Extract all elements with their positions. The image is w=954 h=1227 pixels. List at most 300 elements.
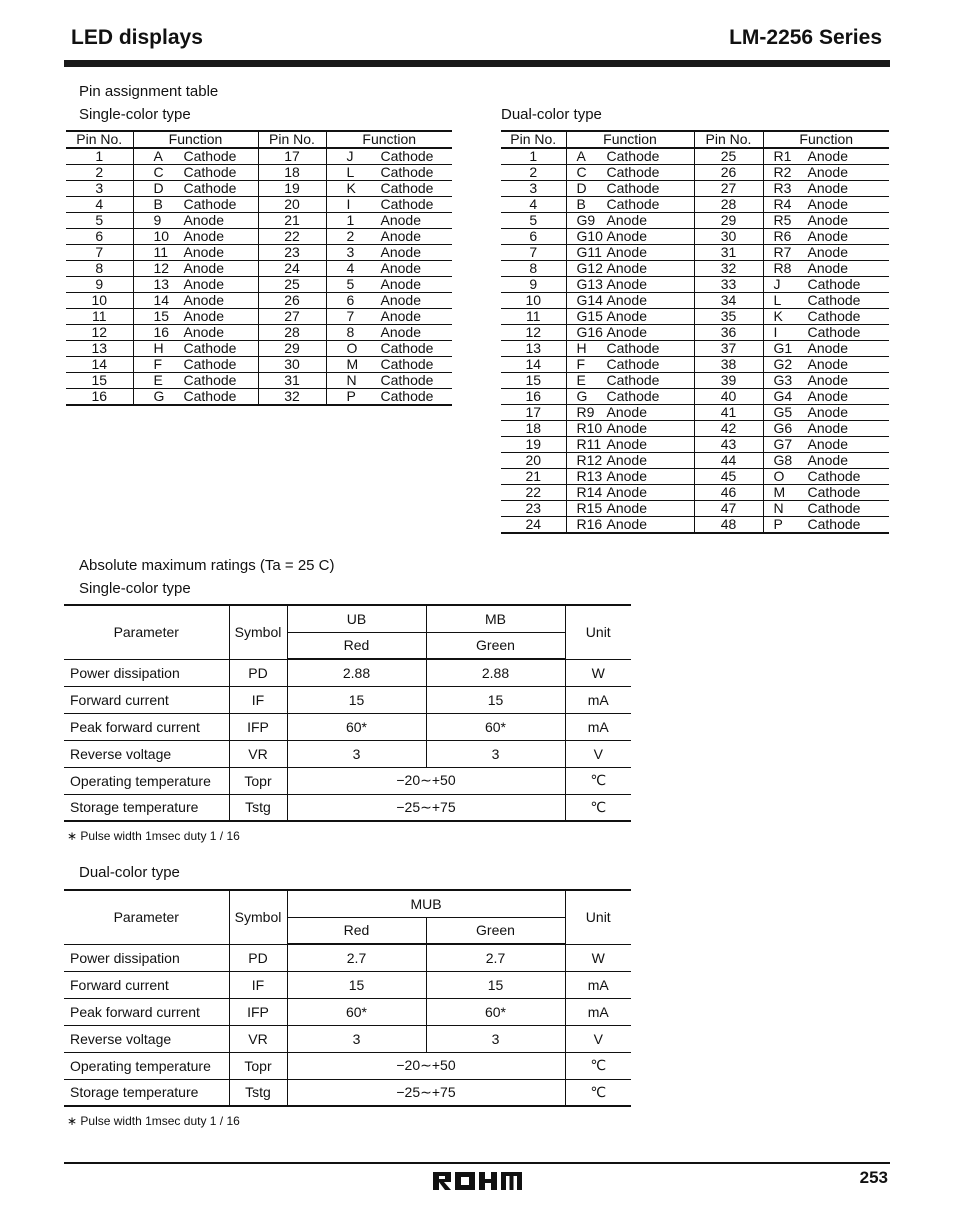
pin-number: 32 <box>694 261 763 277</box>
unit: W <box>565 944 631 971</box>
electrode-type: Anode <box>606 452 647 468</box>
electrode-type: Anode <box>606 404 647 420</box>
segment-letter: C <box>153 164 164 180</box>
electrode-type: Anode <box>606 500 647 516</box>
pin-number: 4 <box>501 197 566 213</box>
pin-function <box>763 261 889 277</box>
pin-number: 17 <box>501 405 566 421</box>
segment-letter: 4 <box>346 260 355 276</box>
segment-letter: 10 <box>153 228 170 244</box>
function-header: Function <box>133 131 258 148</box>
electrode-type: Cathode <box>606 196 660 212</box>
pin-row <box>501 293 889 309</box>
segment-letter: G15 <box>576 308 603 324</box>
pin-function <box>133 213 258 229</box>
segment-letter: G12 <box>576 260 603 276</box>
pin-function <box>763 197 889 213</box>
segment-letter: F <box>153 356 163 372</box>
footer-rule <box>64 1162 890 1164</box>
rating-row <box>64 1079 631 1106</box>
pin-function <box>763 229 889 245</box>
pin-number: 24 <box>258 261 326 277</box>
pin-row <box>501 501 889 517</box>
pin-row <box>501 181 889 197</box>
rating-value: 3 <box>426 1025 565 1052</box>
unit: V <box>565 1025 631 1052</box>
pin-function <box>566 325 694 341</box>
rating-value: 2.7 <box>287 944 426 971</box>
pin-function <box>326 213 452 229</box>
pin-number: 14 <box>501 357 566 373</box>
color-header: Green <box>426 632 565 659</box>
pin-row <box>501 148 889 165</box>
pin-row <box>66 213 452 229</box>
parameter-header: Parameter <box>64 605 229 659</box>
pin-number: 21 <box>501 469 566 485</box>
electrode-type: Anode <box>380 228 421 244</box>
pin-number: 1 <box>501 148 566 165</box>
ratings-title: Absolute maximum ratings (Ta = 25 C) <box>79 557 335 574</box>
rating-value: 3 <box>426 740 565 767</box>
electrode-type: Anode <box>807 404 848 420</box>
segment-letter: 6 <box>346 292 355 308</box>
symbol: VR <box>229 740 287 767</box>
pin-function <box>566 357 694 373</box>
pin-function <box>133 357 258 373</box>
electrode-type: Cathode <box>183 388 237 404</box>
pin-function <box>763 309 889 325</box>
pin-number: 29 <box>258 341 326 357</box>
pin-number: 34 <box>694 293 763 309</box>
unit: mA <box>565 713 631 740</box>
electrode-type: Anode <box>380 292 421 308</box>
pin-function <box>133 373 258 389</box>
pin-number: 5 <box>66 213 133 229</box>
pin-function <box>763 405 889 421</box>
unit: mA <box>565 971 631 998</box>
pin-function <box>763 148 889 165</box>
pin-function <box>566 453 694 469</box>
pin-function <box>326 293 452 309</box>
pin-number: 28 <box>258 325 326 341</box>
electrode-type: Cathode <box>807 276 861 292</box>
segment-letter: K <box>346 180 356 196</box>
pin-row <box>66 373 452 389</box>
pin-row <box>501 469 889 485</box>
electrode-type: Cathode <box>807 308 861 324</box>
pin-number: 44 <box>694 453 763 469</box>
pin-row <box>66 148 452 165</box>
pin-number: 40 <box>694 389 763 405</box>
pin-number: 16 <box>501 389 566 405</box>
segment-letter: 11 <box>153 244 169 260</box>
electrode-type: Anode <box>606 308 647 324</box>
electrode-type: Anode <box>606 228 647 244</box>
segment-letter: F <box>576 356 586 372</box>
electrode-type: Anode <box>807 228 848 244</box>
pin-number: 16 <box>66 389 133 406</box>
pin-function <box>326 357 452 373</box>
pin-number: 33 <box>694 277 763 293</box>
pin-function <box>326 373 452 389</box>
electrode-type: Anode <box>606 420 647 436</box>
pin-number: 5 <box>501 213 566 229</box>
pin-number: 7 <box>66 245 133 261</box>
segment-letter: 3 <box>346 244 355 260</box>
segment-letter: J <box>346 148 354 164</box>
pin-function <box>326 181 452 197</box>
segment-letter: N <box>346 372 357 388</box>
pin-number: 30 <box>694 229 763 245</box>
pin-number: 29 <box>694 213 763 229</box>
pin-number: 11 <box>66 309 133 325</box>
pin-number: 2 <box>66 165 133 181</box>
pin-number: 28 <box>694 197 763 213</box>
electrode-type: Anode <box>380 324 421 340</box>
pin-number: 12 <box>66 325 133 341</box>
pin-function <box>326 165 452 181</box>
unit-header: Unit <box>565 890 631 944</box>
pin-function <box>763 485 889 501</box>
electrode-type: Cathode <box>183 148 237 164</box>
segment-letter: P <box>346 388 356 404</box>
pin-number: 1 <box>66 148 133 165</box>
segment-letter: P <box>773 516 783 532</box>
rating-value: 15 <box>426 686 565 713</box>
pin-row <box>501 341 889 357</box>
function-header: Function <box>326 131 452 148</box>
dual-color-ratings-table <box>64 889 631 1107</box>
segment-letter: R9 <box>576 404 595 420</box>
pin-number: 23 <box>258 245 326 261</box>
segment-letter: G <box>576 388 588 404</box>
pin-number: 26 <box>694 165 763 181</box>
pin-function <box>763 341 889 357</box>
pin-number: 27 <box>694 181 763 197</box>
segment-letter: G14 <box>576 292 603 308</box>
pin-number: 31 <box>258 373 326 389</box>
pin-row <box>501 421 889 437</box>
segment-letter: H <box>153 340 164 356</box>
symbol: IF <box>229 971 287 998</box>
segment-letter: G1 <box>773 340 793 356</box>
unit: mA <box>565 998 631 1025</box>
pin-row <box>66 325 452 341</box>
pin-function <box>133 309 258 325</box>
segment-letter: J <box>773 276 781 292</box>
pin-function <box>133 181 258 197</box>
segment-letter: M <box>773 484 786 500</box>
rating-value: 15 <box>287 971 426 998</box>
pin-function <box>566 501 694 517</box>
symbol: Tstg <box>229 794 287 821</box>
pin-number: 8 <box>66 261 133 277</box>
rating-value: −25∼+75 <box>287 1079 565 1106</box>
electrode-type: Cathode <box>183 356 237 372</box>
symbol-header: Symbol <box>229 890 287 944</box>
pin-function <box>326 325 452 341</box>
pin-row <box>66 181 452 197</box>
segment-letter: 15 <box>153 308 170 324</box>
electrode-type: Anode <box>606 468 647 484</box>
symbol-header: Symbol <box>229 605 287 659</box>
segment-letter: R6 <box>773 228 792 244</box>
page-number: 253 <box>859 1168 888 1187</box>
rating-value: 60* <box>287 713 426 740</box>
pin-number: 8 <box>501 261 566 277</box>
pin-function <box>566 165 694 181</box>
segment-letter: 13 <box>153 276 170 292</box>
rating-value: 2.88 <box>287 659 426 686</box>
parameter-name: Operating temperature <box>64 1052 229 1079</box>
pin-row <box>66 389 452 406</box>
pin-function <box>566 469 694 485</box>
electrode-type: Cathode <box>606 372 660 388</box>
electrode-type: Anode <box>807 212 848 228</box>
electrode-type: Anode <box>606 516 647 532</box>
parameter-name: Reverse voltage <box>64 740 229 767</box>
pin-number: 17 <box>258 148 326 165</box>
electrode-type: Anode <box>183 308 224 324</box>
pin-row <box>66 197 452 213</box>
pin-number: 6 <box>501 229 566 245</box>
pin-row <box>66 341 452 357</box>
pin-function <box>566 405 694 421</box>
parameter-header: Parameter <box>64 890 229 944</box>
segment-letter: R5 <box>773 212 792 228</box>
unit: ℃ <box>565 1052 631 1079</box>
pin-number: 4 <box>66 197 133 213</box>
parameter-name: Peak forward current <box>64 998 229 1025</box>
pin-function <box>133 261 258 277</box>
pin-number: 6 <box>66 229 133 245</box>
electrode-type: Cathode <box>807 292 861 308</box>
electrode-type: Anode <box>807 452 848 468</box>
pin-row <box>501 277 889 293</box>
segment-letter: R10 <box>576 420 603 436</box>
pin-function <box>763 181 889 197</box>
parameter-name: Forward current <box>64 971 229 998</box>
pin-function <box>763 373 889 389</box>
segment-letter: G11 <box>576 244 602 260</box>
pin-function <box>566 213 694 229</box>
electrode-type: Anode <box>183 244 224 260</box>
pin-assignment-title: Pin assignment table <box>79 83 219 100</box>
pin-function <box>326 389 452 406</box>
unit: ℃ <box>565 794 631 821</box>
rating-row <box>64 740 631 767</box>
segment-letter: G10 <box>576 228 603 244</box>
symbol: IFP <box>229 998 287 1025</box>
electrode-type: Cathode <box>183 340 237 356</box>
electrode-type: Cathode <box>380 388 434 404</box>
pin-function <box>763 501 889 517</box>
electrode-type: Cathode <box>380 372 434 388</box>
model-header: MUB <box>287 890 565 917</box>
pin-function <box>566 181 694 197</box>
pin-number: 35 <box>694 309 763 325</box>
segment-letter: B <box>576 196 586 212</box>
pin-row <box>501 373 889 389</box>
rating-row <box>64 1025 631 1052</box>
symbol: IF <box>229 686 287 713</box>
pin-row <box>501 165 889 181</box>
rating-row <box>64 659 631 686</box>
pin-function <box>763 421 889 437</box>
color-header: Red <box>287 917 426 944</box>
pin-row <box>66 165 452 181</box>
pin-row <box>501 437 889 453</box>
parameter-name: Forward current <box>64 686 229 713</box>
pin-function <box>763 245 889 261</box>
electrode-type: Anode <box>380 276 421 292</box>
pin-function <box>763 325 889 341</box>
segment-letter: R15 <box>576 500 603 516</box>
pin-function <box>566 517 694 534</box>
segment-letter: G8 <box>773 452 793 468</box>
pin-number: 27 <box>258 309 326 325</box>
pin-function <box>566 245 694 261</box>
unit-header: Unit <box>565 605 631 659</box>
pin-function <box>326 197 452 213</box>
pin-function <box>133 341 258 357</box>
segment-letter: R4 <box>773 196 792 212</box>
pin-function <box>763 469 889 485</box>
segment-letter: G4 <box>773 388 793 404</box>
segment-letter: R12 <box>576 452 603 468</box>
segment-letter: A <box>153 148 163 164</box>
pin-number: 12 <box>501 325 566 341</box>
electrode-type: Anode <box>606 484 647 500</box>
electrode-type: Cathode <box>380 356 434 372</box>
pin-number: 36 <box>694 325 763 341</box>
segment-letter: N <box>773 500 784 516</box>
parameter-name: Peak forward current <box>64 713 229 740</box>
pin-row <box>66 229 452 245</box>
pin-row <box>501 485 889 501</box>
electrode-type: Anode <box>807 180 848 196</box>
model-header: UB <box>287 605 426 632</box>
electrode-type: Anode <box>606 212 647 228</box>
electrode-type: Cathode <box>183 180 237 196</box>
symbol: PD <box>229 944 287 971</box>
unit: V <box>565 740 631 767</box>
pin-number: 9 <box>501 277 566 293</box>
rating-row <box>64 686 631 713</box>
electrode-type: Cathode <box>807 516 861 532</box>
segment-letter: K <box>773 308 783 324</box>
parameter-name: Storage temperature <box>64 1079 229 1106</box>
pin-number: 48 <box>694 517 763 534</box>
pin-number: 39 <box>694 373 763 389</box>
pin-function <box>566 421 694 437</box>
segment-letter: R2 <box>773 164 792 180</box>
electrode-type: Anode <box>380 244 421 260</box>
single-color-pin-label: Single-color type <box>79 106 191 123</box>
symbol: Tstg <box>229 1079 287 1106</box>
segment-letter: 5 <box>346 276 355 292</box>
function-header: Function <box>566 131 694 148</box>
segment-letter: H <box>576 340 587 356</box>
pin-function <box>763 389 889 405</box>
pin-function <box>566 277 694 293</box>
rohm-logo <box>433 1170 522 1192</box>
rating-value: 3 <box>287 1025 426 1052</box>
segment-letter: D <box>576 180 587 196</box>
pin-function <box>763 357 889 373</box>
symbol: PD <box>229 659 287 686</box>
rating-row <box>64 713 631 740</box>
electrode-type: Anode <box>606 436 647 452</box>
pin-no-header: Pin No. <box>694 131 763 148</box>
segment-letter: E <box>153 372 163 388</box>
pin-number: 2 <box>501 165 566 181</box>
pin-number: 25 <box>258 277 326 293</box>
symbol: IFP <box>229 713 287 740</box>
pin-function <box>326 148 452 165</box>
segment-letter: R16 <box>576 516 603 532</box>
electrode-type: Anode <box>183 324 224 340</box>
pin-row <box>501 229 889 245</box>
pin-number: 24 <box>501 517 566 534</box>
electrode-type: Anode <box>606 324 647 340</box>
electrode-type: Cathode <box>807 468 861 484</box>
segment-letter: B <box>153 196 163 212</box>
electrode-type: Cathode <box>606 148 660 164</box>
electrode-type: Cathode <box>380 180 434 196</box>
electrode-type: Anode <box>606 244 647 260</box>
pin-no-header: Pin No. <box>66 131 133 148</box>
electrode-type: Cathode <box>606 388 660 404</box>
electrode-type: Anode <box>807 196 848 212</box>
segment-letter: G <box>153 388 165 404</box>
series-title: LM-2256 Series <box>729 26 882 49</box>
unit: ℃ <box>565 1079 631 1106</box>
pin-number: 32 <box>258 389 326 406</box>
pin-function <box>133 245 258 261</box>
pin-row <box>501 517 889 534</box>
pin-function <box>566 148 694 165</box>
segment-letter: 1 <box>346 212 355 228</box>
symbol: Topr <box>229 1052 287 1079</box>
electrode-type: Anode <box>807 244 848 260</box>
pin-number: 21 <box>258 213 326 229</box>
rating-value: 60* <box>426 998 565 1025</box>
pin-number: 15 <box>66 373 133 389</box>
pin-function <box>566 341 694 357</box>
pin-row <box>501 453 889 469</box>
electrode-type: Anode <box>807 356 848 372</box>
pin-function <box>763 165 889 181</box>
pin-function <box>133 197 258 213</box>
pin-row <box>66 309 452 325</box>
electrode-type: Cathode <box>380 148 434 164</box>
pin-number: 46 <box>694 485 763 501</box>
pin-row <box>66 261 452 277</box>
segment-letter: G2 <box>773 356 793 372</box>
rating-value: 15 <box>426 971 565 998</box>
rating-value: 3 <box>287 740 426 767</box>
pin-number: 9 <box>66 277 133 293</box>
dual-color-ratings-label: Dual-color type <box>79 864 180 881</box>
pin-number: 47 <box>694 501 763 517</box>
pin-number: 13 <box>66 341 133 357</box>
document-section-title: LED displays <box>71 26 203 49</box>
segment-letter: R8 <box>773 260 792 276</box>
pin-function <box>326 261 452 277</box>
unit: W <box>565 659 631 686</box>
rating-value: 60* <box>287 998 426 1025</box>
